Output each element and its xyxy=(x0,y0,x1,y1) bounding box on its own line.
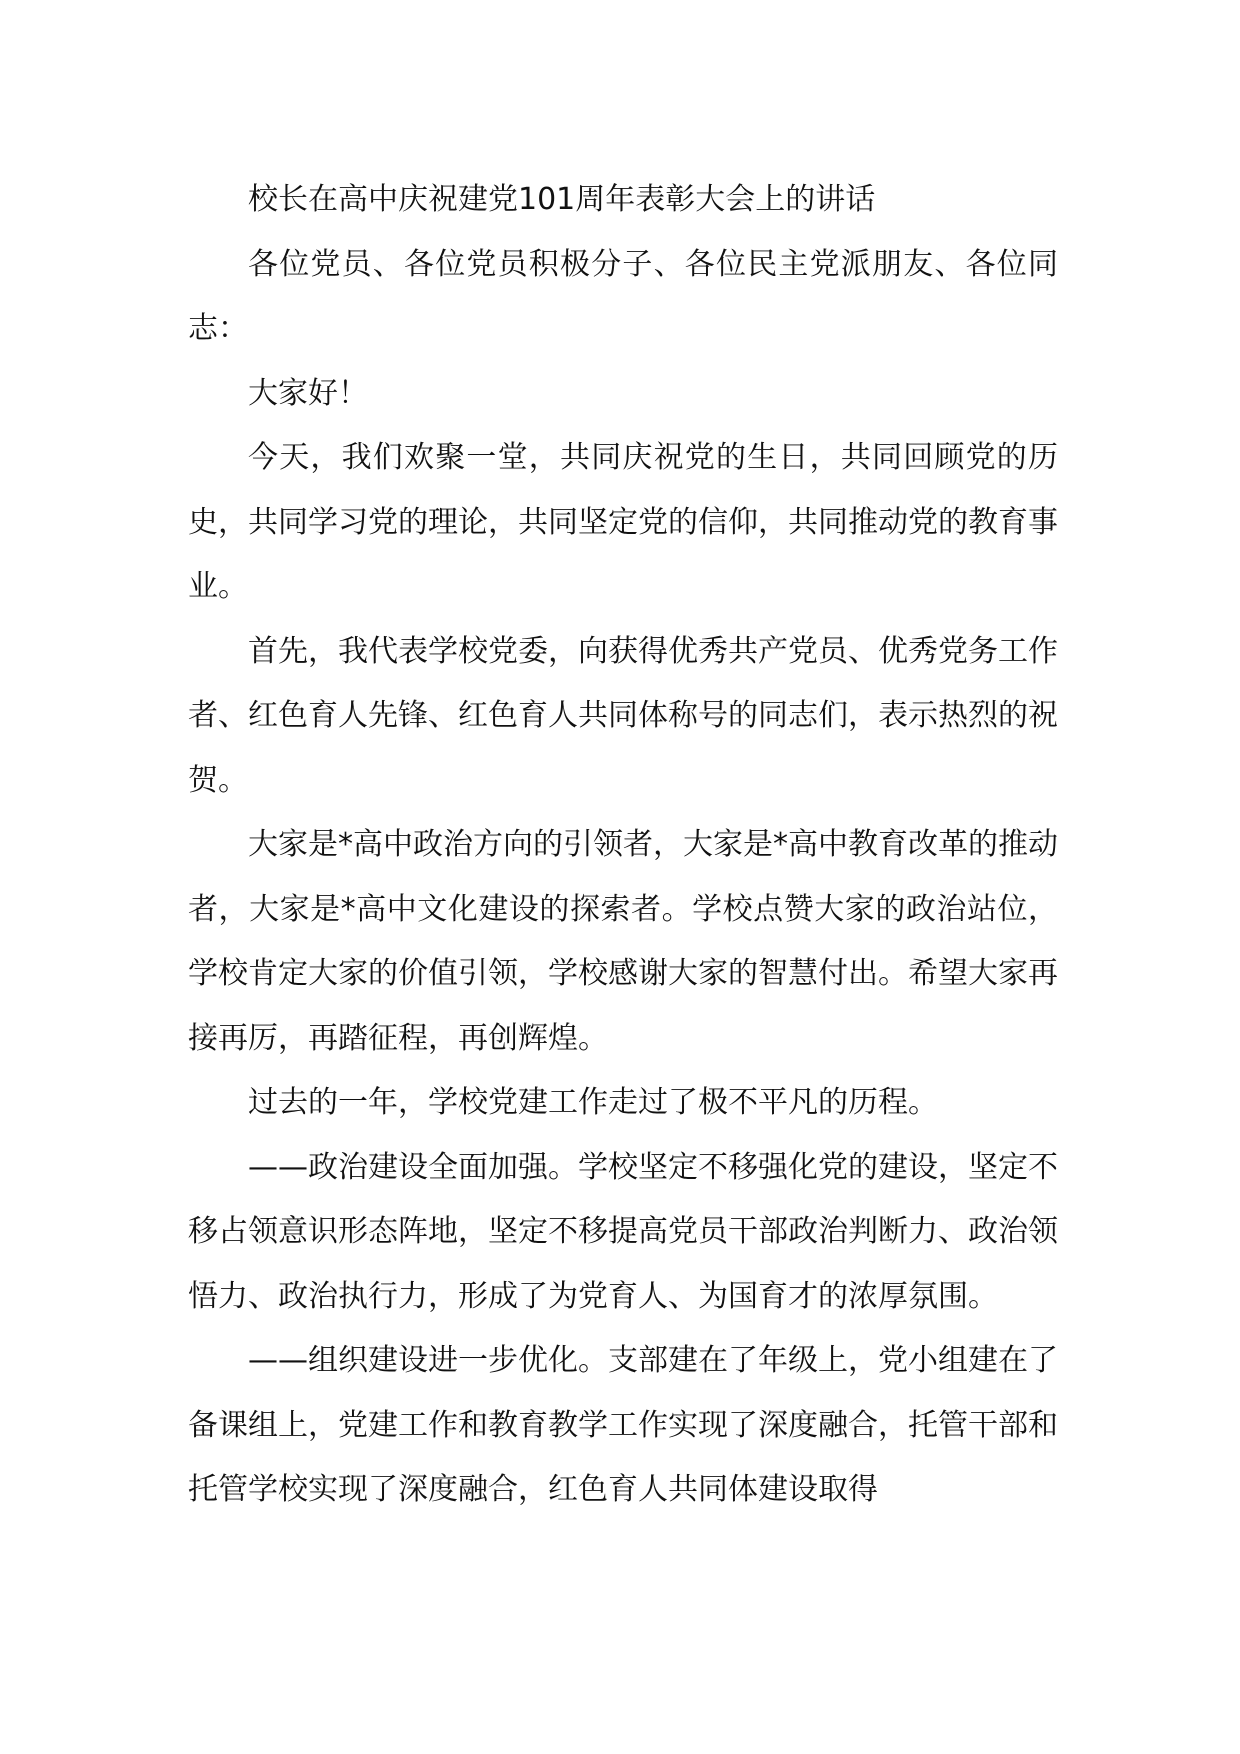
speech-text xyxy=(188,168,1058,1523)
body-paragraph: 大家是*高中政治方向的引领者，大家是*高中教育改革的推动者，大家是*高中文化建设的探索者。学校点赞大家的政治站位，学校肯定大家的价值引领，学校感谢大家的智慧付出。希望大家再接再厉，再踏征程，再创辉煌。 xyxy=(188,827,1058,1056)
document-title: 校长在高中庆祝建党101周年表彰大会上的讲话 xyxy=(248,182,876,217)
body-paragraph: 首先，我代表学校党委，向获得优秀共产党员、优秀党务工作者、红色育人先锋、红色育人共同体称号的同志们，表示热烈的祝贺。 xyxy=(188,633,1058,798)
body-paragraph: 今天，我们欢聚一堂，共同庆祝党的生日，共同回顾党的历史，共同学习党的理论，共同坚定党的信仰，共同推动党的教育事业。 xyxy=(188,440,1058,604)
greeting: 大家好！ xyxy=(248,375,368,411)
body-paragraph: ——组织建设进一步优化。支部建在了年级上，党小组建在了备课组上，党建工作和教育教学工作实现了深度融合，托管干部和托管学校实现了深度融合，红色育人共同体建设取得 xyxy=(188,1343,1058,1507)
body-paragraph: ——政治建设全面加强。学校坚定不移强化党的建设，坚定不移占领意识形态阵地，坚定不移提高党员干部政治判断力、政治领悟力、政治执行力，形成了为党育人、为国育才的浓厚氛围。 xyxy=(188,1149,1058,1314)
salutation: 各位党员、各位党员积极分子、各位民主党派朋友、各位同志： xyxy=(188,246,1058,346)
body-paragraph: 过去的一年，学校党建工作走过了极不平凡的历程。 xyxy=(248,1085,938,1120)
